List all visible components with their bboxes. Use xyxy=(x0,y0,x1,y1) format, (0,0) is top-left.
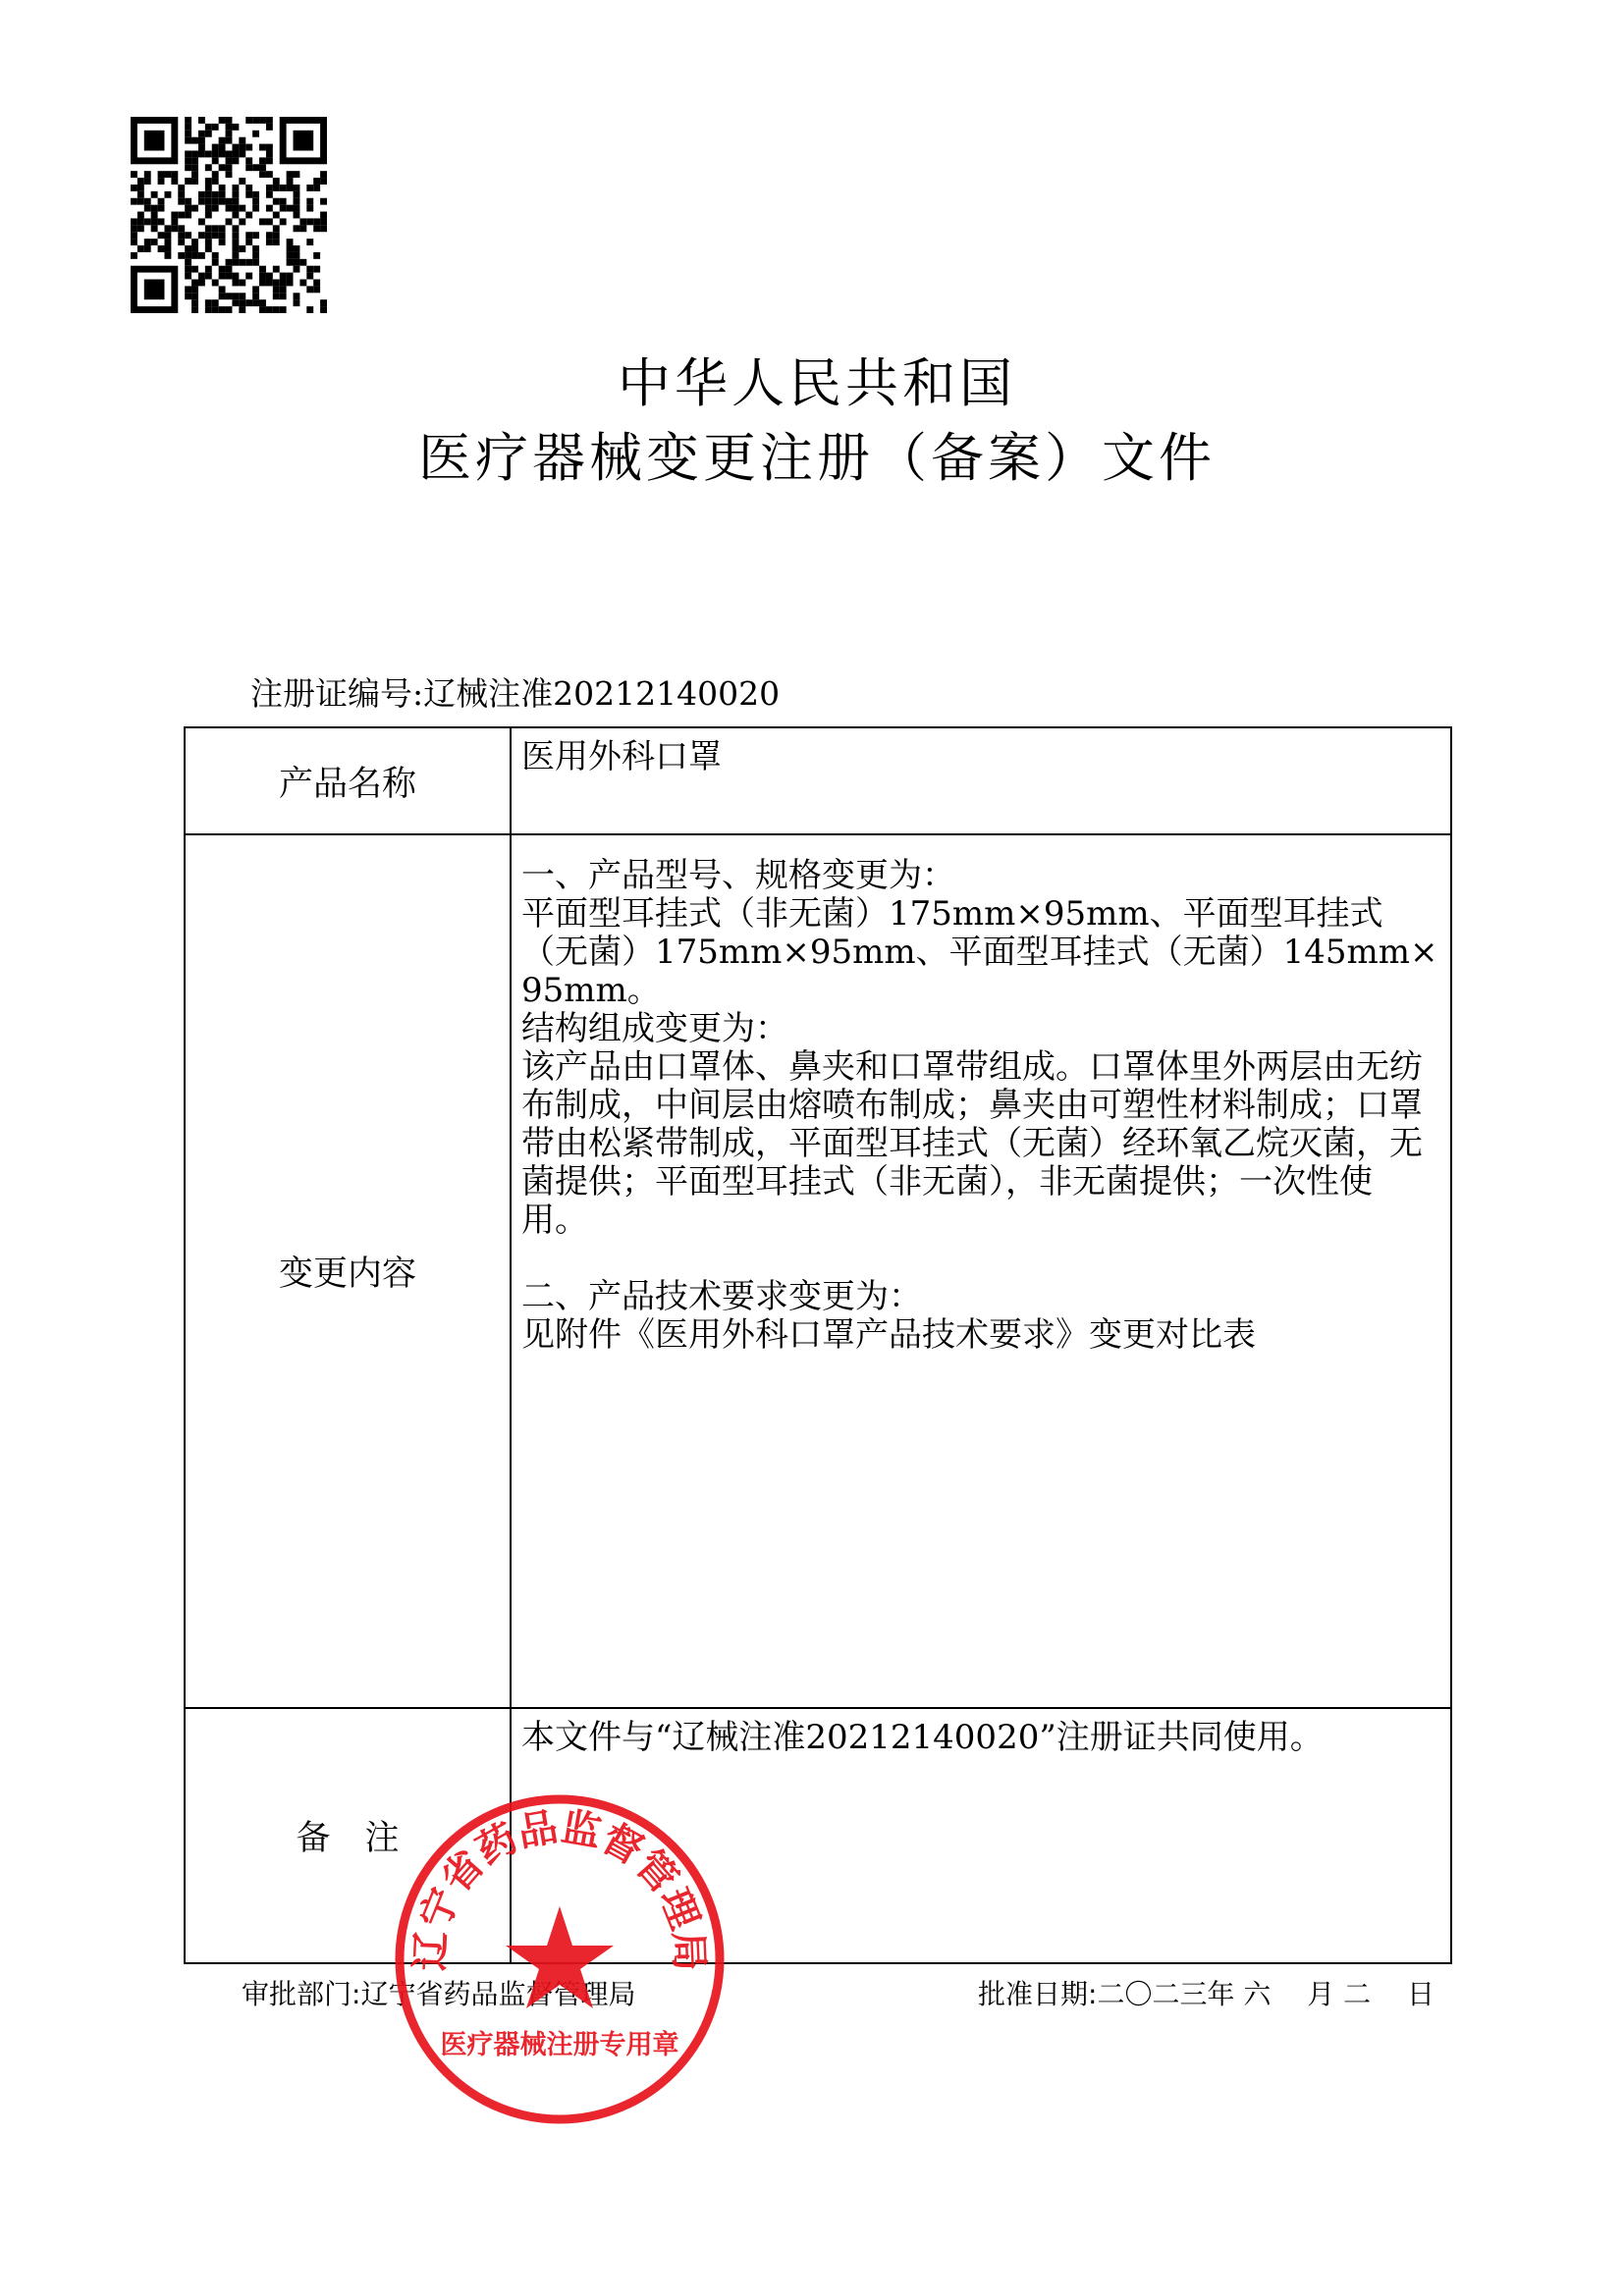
table-row-product-name xyxy=(185,727,1451,834)
registration-label: 注册证编号: xyxy=(250,674,424,713)
change-paragraph: 二、产品技术要求变更为： xyxy=(521,1277,922,1316)
document-title-line1: 中华人民共和国 xyxy=(618,352,1016,414)
change-content-label: 变更内容 xyxy=(185,834,511,1708)
approval-date-label: 批准日期: xyxy=(978,1978,1098,2010)
approval-date-value: 二〇二三年 六 月 二 日 xyxy=(1097,1978,1435,2010)
table-row-remark xyxy=(185,1708,1451,1963)
table-row-change-content xyxy=(185,834,1451,1708)
qr-code-icon xyxy=(131,117,327,313)
change-paragraph: 结构组成变更为： xyxy=(521,1009,788,1048)
change-content-value xyxy=(511,834,1451,1708)
registration-value: 辽械注准20212140020 xyxy=(423,674,781,713)
approval-department-value: 辽宁省药品监督管理局 xyxy=(360,1978,636,2010)
change-paragraph-gap xyxy=(521,1240,1438,1278)
document-title-line2: 医疗器械变更注册（备案）文件 xyxy=(418,427,1216,489)
remark-value: 本文件与“辽械注准20212140020”注册证共同使用。 xyxy=(511,1708,1451,1963)
registration-number xyxy=(250,674,781,713)
star-icon xyxy=(506,1906,614,2008)
approval-date xyxy=(978,1978,1435,2010)
change-paragraph: 一、产品型号、规格变更为： xyxy=(521,856,955,895)
remark-label: 备 注 xyxy=(185,1708,511,1963)
seal-outer-text: 辽宁省药品监督管理局 xyxy=(407,1804,712,1972)
change-paragraph: 该产品由口罩体、鼻夹和口罩带组成。口罩体里外两层由无纺布制成，中间层由熔喷布制成；鼻夹由可塑性材料制成；口罩带由松紧带制成，平面型耳挂式（无菌）经环氧乙烷灭菌，无菌提供；平面型耳挂式（非无菌），非无菌提供；一次性使用。 xyxy=(521,1047,1423,1240)
registration-table xyxy=(184,726,1452,1964)
product-name-value: 医用外科口罩 xyxy=(511,727,1451,834)
official-seal xyxy=(391,1790,729,2128)
change-paragraph: 平面型耳挂式（非无菌）175mm×95mm、平面型耳挂式（无菌）175mm×95mm、平面型耳挂式（无菌）145mm×95mm。 xyxy=(521,894,1438,1010)
product-name-label: 产品名称 xyxy=(185,727,511,834)
approval-department-label: 审批部门: xyxy=(242,1978,361,2010)
change-paragraph: 见附件《医用外科口罩产品技术要求》变更对比表 xyxy=(521,1315,1256,1355)
seal-inner-text: 医疗器械注册专用章 xyxy=(440,2030,679,2060)
